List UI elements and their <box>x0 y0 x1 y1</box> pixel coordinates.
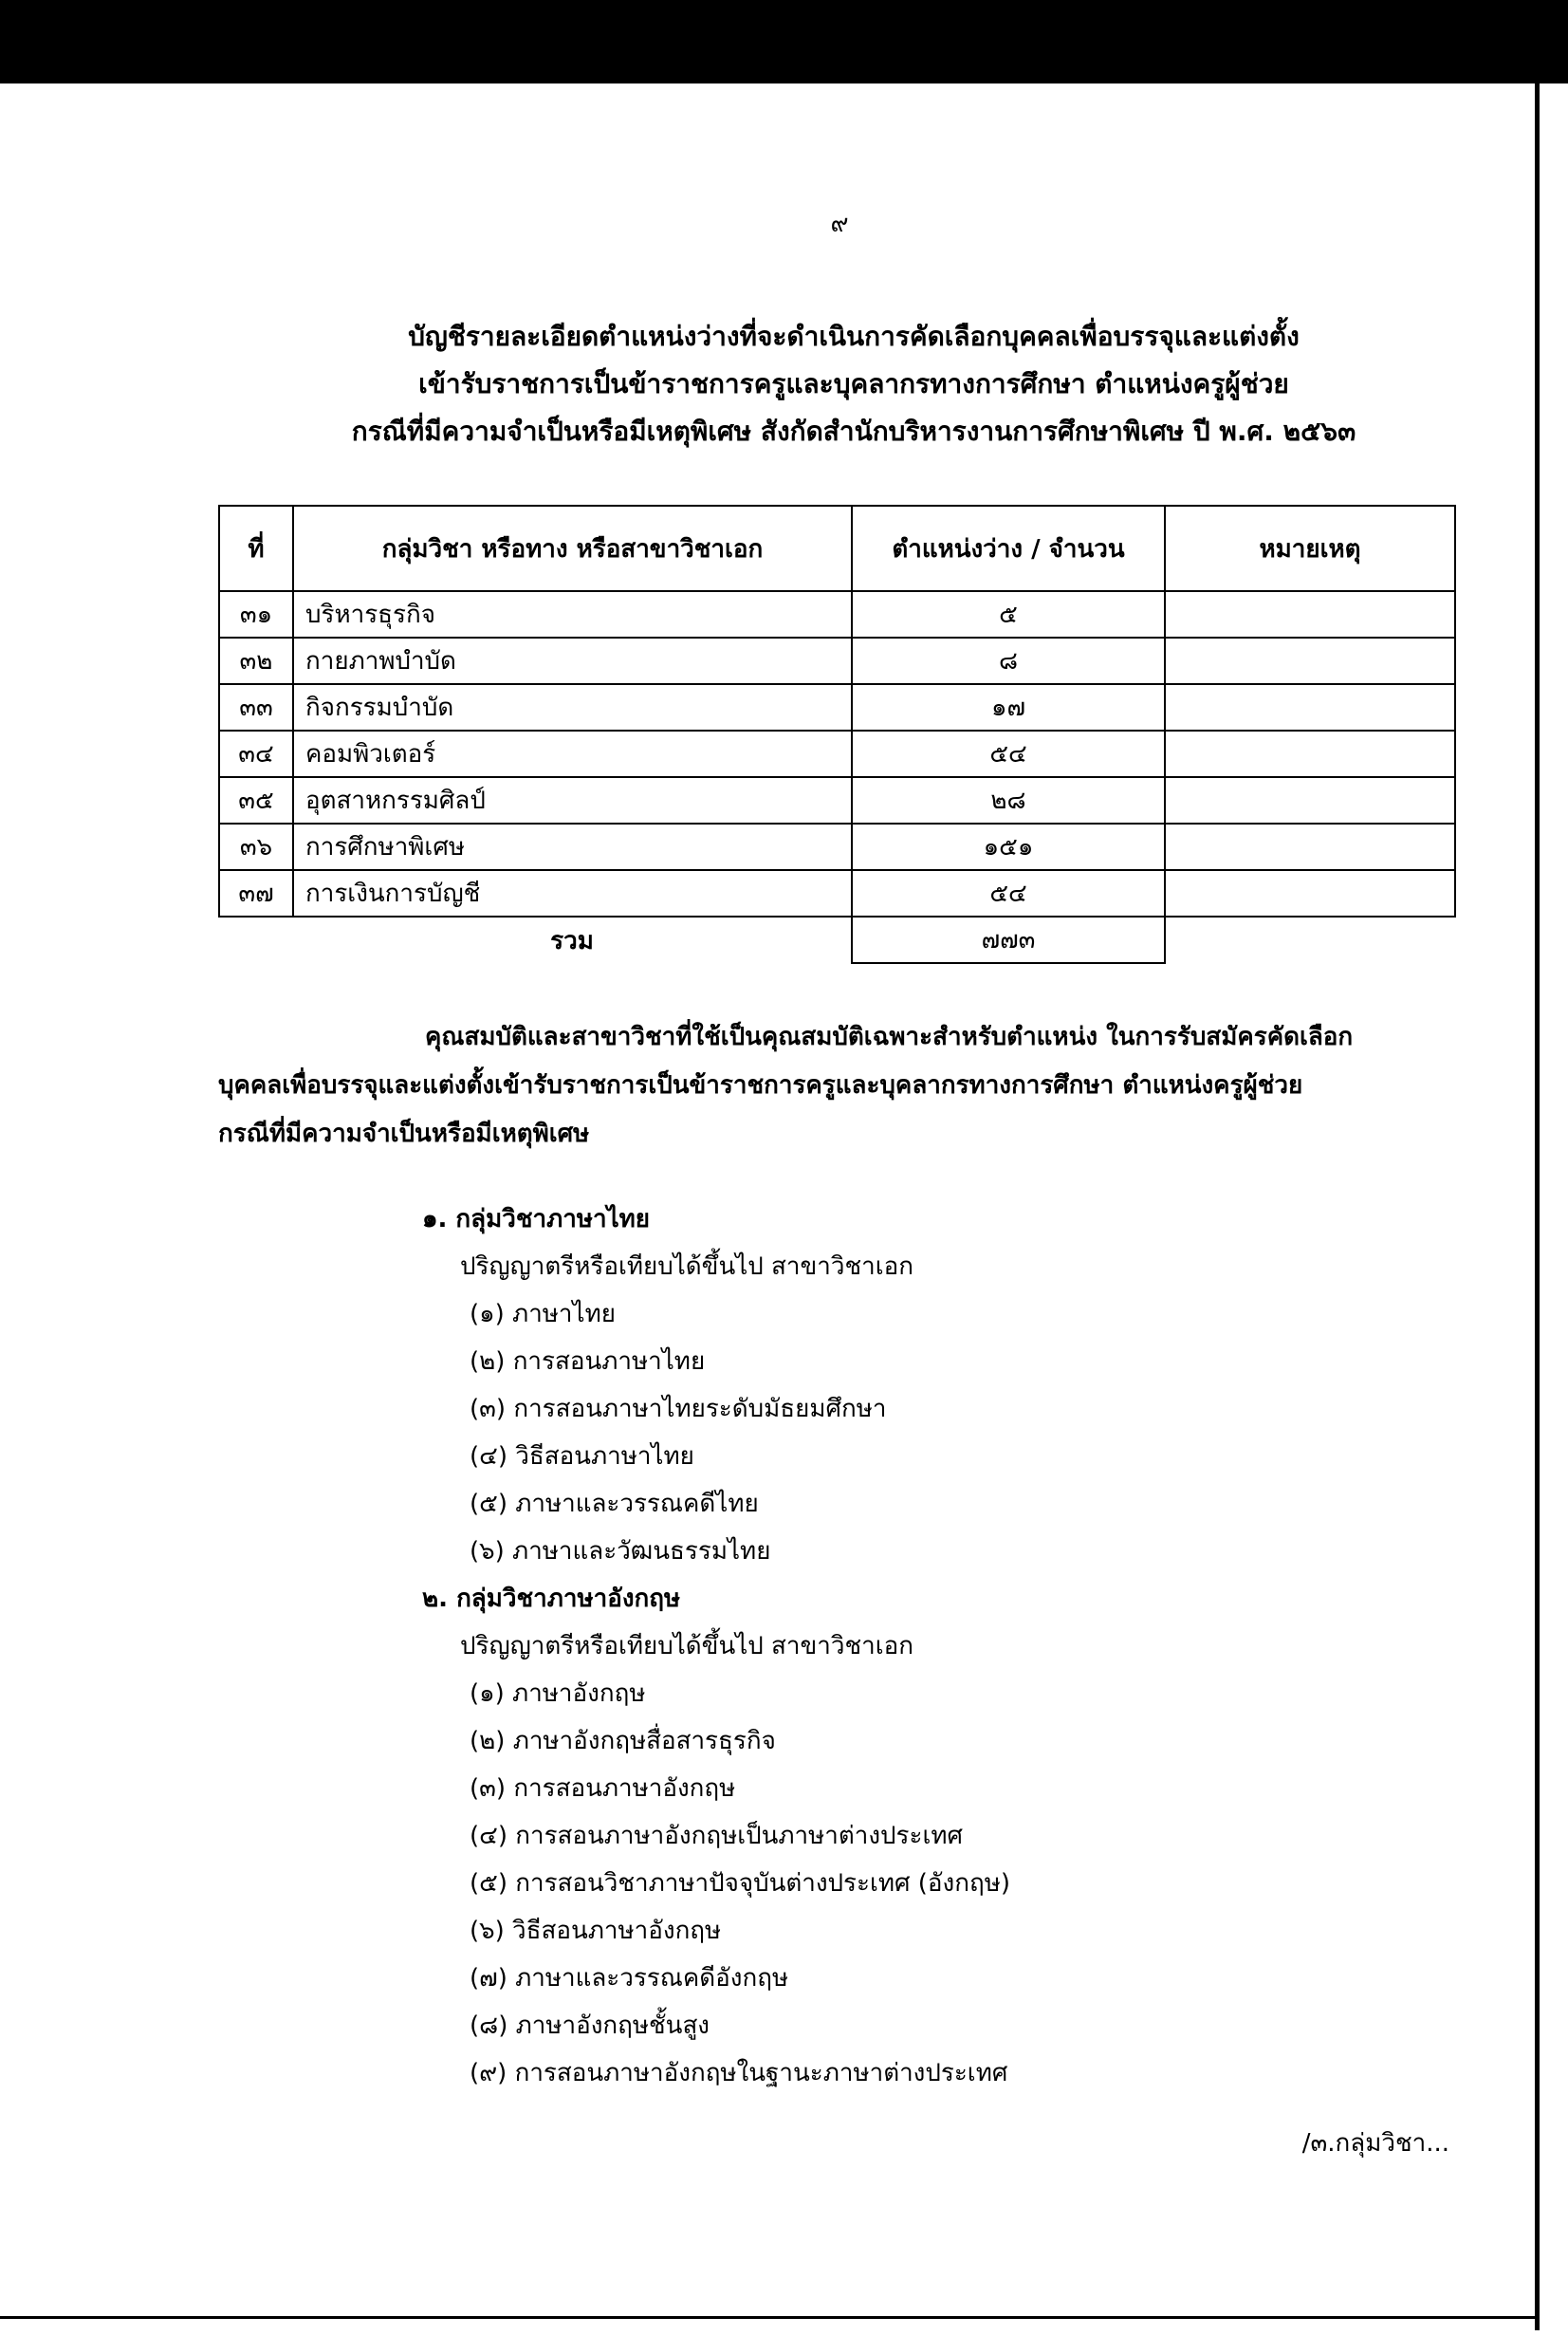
row-subject: การเงินการบัญชี <box>293 870 852 917</box>
row-subject: กิจกรรมบำบัด <box>293 684 852 731</box>
continuation-marker: /๓.กลุ่มวิชา... <box>1301 2129 1449 2158</box>
group-degree-requirement: ปริญญาตรีหรือเทียบได้ขึ้นไป สาขาวิชาเอก <box>460 1632 913 1660</box>
list-item: (๑) ภาษาอังกฤษ <box>470 1679 646 1708</box>
row-note <box>1165 777 1455 824</box>
qualification-line-2: บุคคลเพื่อบรรจุและแต่งตั้งเข้ารับราชการเป็นข้าราชการครูและบุคลากรทางการศึกษา ตำแหน่งครูผู้ช่วย <box>218 1071 1303 1100</box>
table-row <box>219 824 1455 870</box>
group-title: ๑. กลุ่มวิชาภาษาไทย <box>422 1205 651 1233</box>
header-subject: กลุ่มวิชา หรือทาง หรือสาขาวิชาเอก <box>293 506 852 591</box>
group-degree-requirement: ปริญญาตรีหรือเทียบได้ขึ้นไป สาขาวิชาเอก <box>460 1252 913 1281</box>
row-no: ๓๕ <box>219 777 293 824</box>
list-item: (๓) การสอนภาษาไทยระดับมัธยมศึกษา <box>470 1395 887 1423</box>
vacancy-table <box>218 505 1456 964</box>
table-row <box>219 731 1455 777</box>
row-no: ๓๗ <box>219 870 293 917</box>
row-count: ๕ <box>852 591 1165 638</box>
row-note <box>1165 638 1455 684</box>
title-line-2: เข้ารับราชการเป็นข้าราชการครูและบุคลากรทางการศึกษา ตำแหน่งครูผู้ช่วย <box>418 368 1289 399</box>
row-subject: อุตสาหกรรมศิลป์ <box>293 777 852 824</box>
row-subject: บริหารธุรกิจ <box>293 591 852 638</box>
list-item: (๕) การสอนวิชาภาษาปัจจุบันต่างประเทศ (อังกฤษ) <box>470 1869 1010 1898</box>
list-item: (๖) ภาษาและวัฒนธรรมไทย <box>470 1537 771 1566</box>
group-title: ๒. กลุ่มวิชาภาษาอังกฤษ <box>422 1585 681 1613</box>
list-item: (๙) การสอนภาษาอังกฤษในฐานะภาษาต่างประเทศ <box>470 2059 1008 2087</box>
row-no: ๓๖ <box>219 824 293 870</box>
row-no: ๓๓ <box>219 684 293 731</box>
row-subject: กายภาพบำบัด <box>293 638 852 684</box>
total-spacer <box>1165 917 1455 963</box>
row-note <box>1165 731 1455 777</box>
subject-groups <box>422 1196 1010 2097</box>
list-item: (๒) การสอนภาษาไทย <box>470 1347 706 1376</box>
table-header-row <box>219 506 1455 591</box>
list-item: (๕) ภาษาและวรรณคดีไทย <box>470 1490 759 1518</box>
list-item: (๔) วิธีสอนภาษาไทย <box>470 1442 694 1471</box>
table-row <box>219 591 1455 638</box>
row-subject: คอมพิวเตอร์ <box>293 731 852 777</box>
row-note <box>1165 870 1455 917</box>
table-row <box>219 777 1455 824</box>
total-label: รวม <box>550 926 594 955</box>
row-count: ๕๔ <box>852 731 1165 777</box>
row-count: ๑๕๑ <box>852 824 1165 870</box>
list-item: (๗) ภาษาและวรรณคดีอังกฤษ <box>470 1964 789 1993</box>
qualification-intro <box>218 1013 1451 1159</box>
list-item: (๓) การสอนภาษาอังกฤษ <box>470 1774 736 1803</box>
row-subject: การศึกษาพิเศษ <box>293 824 852 870</box>
list-item: (๘) ภาษาอังกฤษชั้นสูง <box>470 2012 710 2040</box>
list-item: (๑) ภาษาไทย <box>470 1300 616 1328</box>
scan-bottom-border <box>0 2316 1540 2319</box>
table-row <box>219 638 1455 684</box>
row-no: ๓๒ <box>219 638 293 684</box>
row-no: ๓๔ <box>219 731 293 777</box>
group-thai <box>422 1196 1010 1575</box>
row-count: ๑๗ <box>852 684 1165 731</box>
list-item: (๖) วิธีสอนภาษาอังกฤษ <box>470 1917 722 1945</box>
scan-top-border <box>0 0 1568 83</box>
list-item: (๔) การสอนภาษาอังกฤษเป็นภาษาต่างประเทศ <box>470 1822 963 1850</box>
title-line-3: กรณีที่มีความจำเป็นหรือมีเหตุพิเศษ สังกัดสำนักบริหารงานการศึกษาพิเศษ ปี พ.ศ. ๒๕๖๓ <box>351 416 1356 447</box>
table-total-row <box>219 917 1455 963</box>
qualification-line-1: คุณสมบัติและสาขาวิชาที่ใช้เป็นคุณสมบัติเฉพาะสำหรับตำแหน่ง ในการรับสมัครคัดเลือก <box>425 1023 1354 1051</box>
table-row <box>219 870 1455 917</box>
list-item: (๒) ภาษาอังกฤษสื่อสารธุรกิจ <box>470 1727 776 1755</box>
row-count: ๘ <box>852 638 1165 684</box>
title-line-1: บัญชีรายละเอียดตำแหน่งว่างที่จะดำเนินการคัดเลือกบุคคลเพื่อบรรจุและแต่งตั้ง <box>408 321 1300 352</box>
row-note <box>1165 824 1455 870</box>
header-no: ที่ <box>219 506 293 591</box>
total-spacer <box>219 917 293 963</box>
qualification-line-3: กรณีที่มีความจำเป็นหรือมีเหตุพิเศษ <box>218 1120 590 1148</box>
document-title <box>142 313 1565 455</box>
header-note: หมายเหตุ <box>1165 506 1455 591</box>
row-count: ๒๘ <box>852 777 1165 824</box>
table-row <box>219 684 1455 731</box>
row-count: ๕๔ <box>852 870 1165 917</box>
group-english <box>422 1575 1010 2097</box>
header-count: ตำแหน่งว่าง / จำนวน <box>852 506 1165 591</box>
row-note <box>1165 591 1455 638</box>
total-value: ๗๗๓ <box>852 917 1165 963</box>
row-no: ๓๑ <box>219 591 293 638</box>
row-note <box>1165 684 1455 731</box>
page-number: ๙ <box>830 210 849 238</box>
